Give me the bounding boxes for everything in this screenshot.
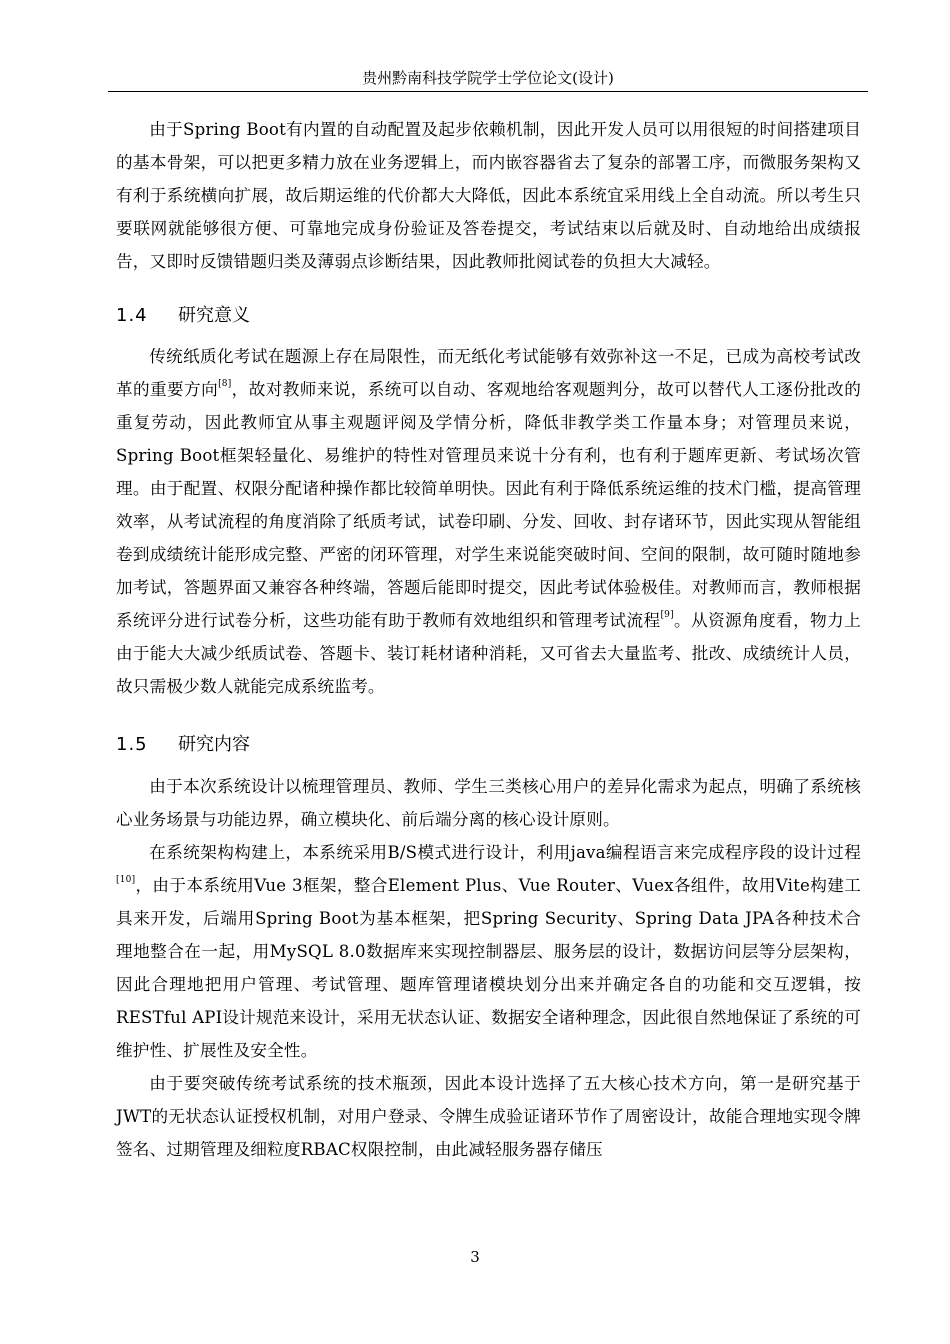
section-heading-1-5 [116,728,861,761]
page-body [116,113,861,1166]
page-number: 3 [470,1248,480,1266]
section-heading-1-4 [116,299,861,332]
paragraph-intro: 由于Spring Boot有内置的自动配置及起步依赖机制，因此开发人员可以用很短的时间搭建项目的基本骨架，可以把更多精力放在业务逻辑上，而内嵌容器省去了复杂的部署工序，而微服务架构又有利于系统横向扩展，故后期运维的代价都大大降低，因此本系统宜采用线上全自动流。所以考生只要联网就能够很方便、可靠地完成身份验证及答卷提交，考试结束以后就及时、自动地给出成绩报告，又即时反馈错题归类及薄弱点诊断结果，因此教师批阅试卷的负担大大减轻。 [116,120,861,271]
paragraph-significance [116,340,861,703]
section-number: 1.4 [116,305,148,326]
citation-ref: [9] [660,610,674,621]
section-title: 研究内容 [178,734,250,755]
paragraph-content-3: 由于要突破传统考试系统的技术瓶颈，因此本设计选择了五大核心技术方向，第一是研究基于JWT的无状态认证授权机制，对用户登录、令牌生成验证诸环节作了周密设计，故能合理地实现令牌签名、过期管理及细粒度RBAC权限控制，由此减轻服务器存储压 [116,1074,861,1159]
citation-ref: [10] [116,875,136,886]
paragraph-content-2 [116,836,861,1067]
citation-ref: [8] [218,379,232,390]
text-run: 。从资源角度看，物力上由于能大大减少纸质试卷、答题卡、装订耗材诸种消耗，又可省去大量监考、批改、成绩统计人员，故只需极少数人就能完成系统监考。 [116,611,861,696]
text-run: 在系统架构构建上，本系统采用B/S模式进行设计，利用java编程语言来完成程序段的设计过程 [149,843,861,862]
paragraph-content-1: 由于本次系统设计以梳理管理员、教师、学生三类核心用户的差异化需求为起点，明确了系统核心业务场景与功能边界，确立模块化、前后端分离的核心设计原则。 [116,777,861,829]
text-run: ，故对教师来说，系统可以自动、客观地给客观题判分，故可以替代人工逐份批改的重复劳动，因此教师宜从事主观题评阅及学情分析，降低非教学类工作量本身；对管理员来说，Spring Boot框架轻量化、易维护的特性对管理员来说十分有利，也有利于题库更新、考试场次管理。由于配置、权限分配诸种操作都比较简单明快。因此有利于降低系统运维的技术门槛，提高管理效率，从考试流程的角度消除了纸质考试，试卷印刷、分发、回收、封存诸环节，因此实现从智能组卷到成绩统计能形成完整、严密的闭环管理，对学生来说能突破时间、空间的限制，故可随时随地参加考试，答题界面又兼容各种终端，答题后能即时提交，因此考试体验极佳。对教师而言，教师根据系统评分进行试卷分析，这些功能有助于教师有效地组织和管理考试流程 [116,380,861,630]
text-run: 传统纸质化考试在题源上存在局限性，而无纸化考试能够有效弥补这一不足，已成为高校考试改革的重要方向 [116,347,861,399]
running-header: 贵州黔南科技学院学士学位论文(设计) [362,69,614,87]
header-rule [108,91,868,92]
section-number: 1.5 [116,734,148,755]
section-title: 研究意义 [178,305,250,326]
text-run: ，由于本系统用Vue 3框架，整合Element Plus、Vue Router、Vuex各组件，故用Vite构建工具来开发，后端用Spring Boot为基本框架，把Spring Security、Spring Data JPA各种技术合理地整合在一起，用MySQL 8.0数据库来实现控制器层、服务层的设计，数据访问层等分层架构，因此合理地把用户管理、考试管理、题库管理诸模块划分出来并确定各自的功能和交互逻辑，按RESTful API设计规范来设计，采用无状态认证、数据安全诸种理念，因此很自然地保证了系统的可维护性、扩展性及安全性。 [116,876,861,1060]
